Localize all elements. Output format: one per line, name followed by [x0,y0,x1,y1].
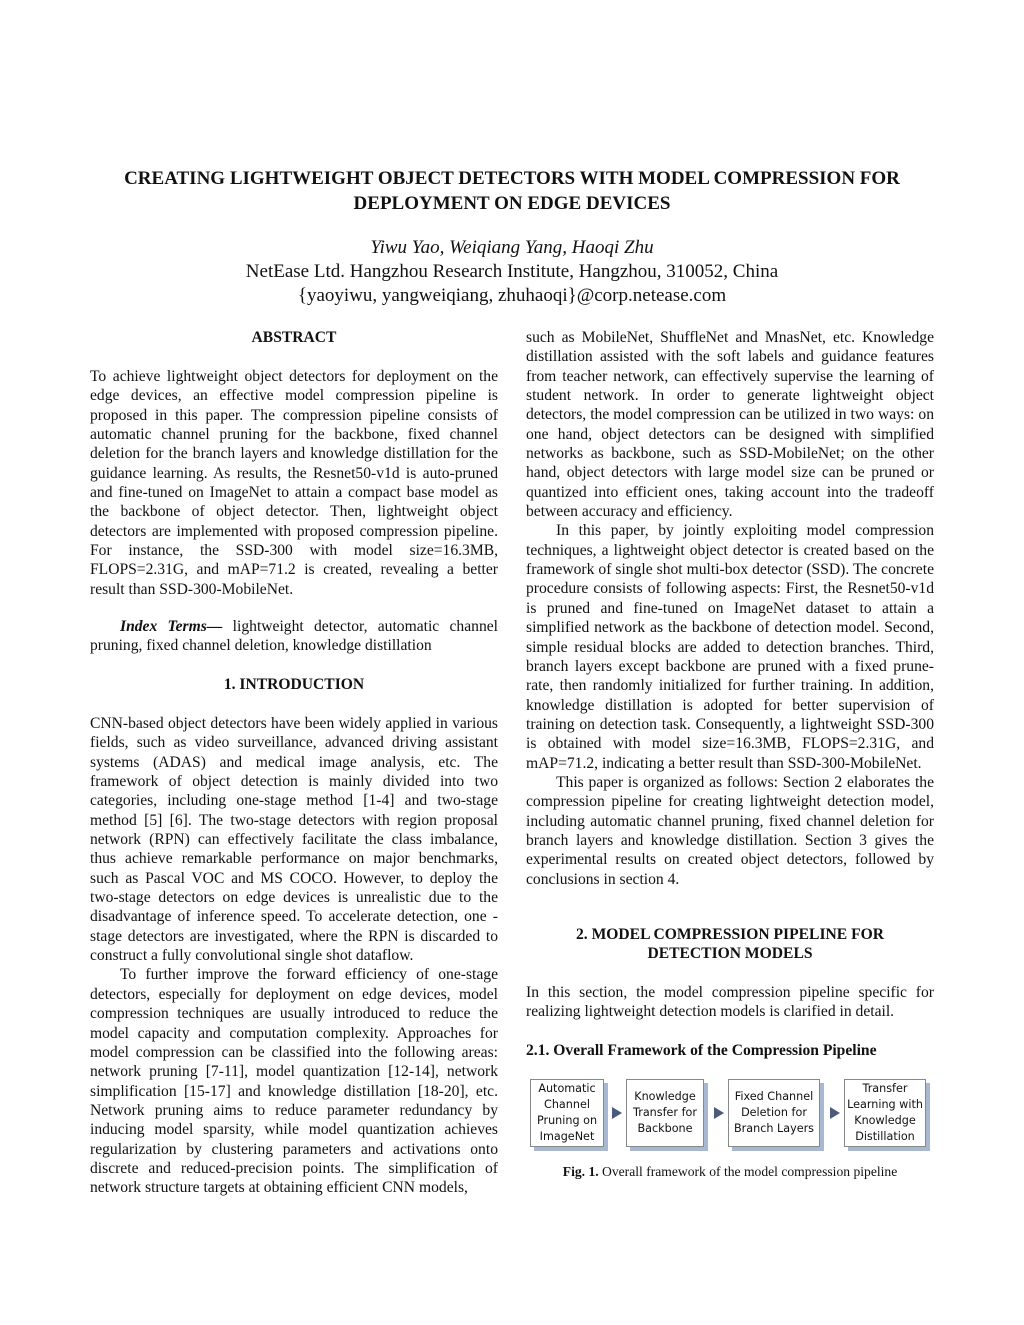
section-2-heading-line-1: 2. MODEL COMPRESSION PIPELINE FOR [575,926,884,943]
framework-box-label: Fixed Channel Deletion for Branch Layers [733,1090,815,1135]
arrow-right-icon [830,1107,840,1119]
framework-box-auto-pruning [530,1079,604,1147]
index-terms-text: lightweight detector, automatic channel pruning, fixed channel deletion, knowledge distillation [90,618,498,655]
intro-paragraph-1: CNN-based object detectors have been widely applied in various fields, such as video surveillance, advanced driving assistant systems (ADAS) and medical image analysis, etc. The framework of object detection is mainly divided into two categories, including one-stage method [1-4] and two-stage method [5] [6]. The two-stage detectors with region proposal network (RPN) can effectively facilitate the class imbalance, thus achieve remarkable performance on major benchmarks, such as Pascal VOC and MS COCO. However, to deploy the two-stage detectors on edge devices is unrealistic due to the disadvantage of inference speed. To accelerate detection, one -stage detectors are investigated, where the RPN is discarded to construct a fully convolutional single shot dataflow. [90,715,498,965]
arrow-head [612,1107,622,1119]
framework-box-label: Transfer Learning with Knowledge Distillation [847,1082,923,1143]
arrow-right-icon [714,1107,724,1119]
intro-paragraph-4: In this paper, by jointly exploiting model compression techniques, a lightweight object detector is created based on the framework of single shot multi-box detector (SSD). The concrete procedure consists of following aspects: First, the Resnet50-v1d is pruned and fine-tuned on ImageNet dataset to attain a simplified network as the backbone of detection model. Second, simple residual blocks are added to detection branches. Third, branch layers except backbone are pruned with a fixed prune-rate, then randomly initialized for further training. In addition, knowledge distillation is adopted for better supervision of training on detection task. Consequently, a lightweight SSD-300 is obtained with model size=16.3MB, FLOPS=2.31G, and mAP=71.2, indicating a better result than SSD-300-MobileNet. [526,522,934,772]
framework-box-fixed-channel [728,1079,820,1147]
intro-paragraph-5: This paper is organized as follows: Section 2 elaborates the compression pipeline for creating lightweight detection model, including automatic channel pruning, fixed channel deletion for branch layers and knowledge distillation. Section 3 gives the experimental results on created object detectors, followed by conclusions in section 4. [526,773,934,888]
framework-box-knowledge-transfer [626,1079,704,1147]
figure-1-caption [526,1164,934,1180]
section-2-body [526,983,934,1022]
section-2-heading-line-2: DETECTION MODELS [647,945,813,962]
paper-title [60,166,964,216]
abstract-body [90,367,498,599]
framework-box-label: Knowledge Transfer for Backbone [633,1090,697,1135]
author-affiliation: NetEase Ltd. Hangzhou Research Institute, Hangzhou, 310052, China [245,261,779,282]
arrow-head [714,1107,724,1119]
subsection-2-1-heading: 2.1. Overall Framework of the Compression Pipeline [526,1042,877,1059]
section-2-heading [526,925,934,963]
arrow-head [830,1107,840,1119]
caption-label: Fig. 1. [562,1164,599,1179]
caption-text: Overall framework of the model compression pipeline [598,1164,898,1179]
title-line-1: CREATING LIGHTWEIGHT OBJECT DETECTORS WITH MODEL COMPRESSION FOR [124,168,900,189]
intro-heading: 1. INTRODUCTION [223,676,365,693]
intro-paragraph-2: To further improve the forward efficiency of one-stage detectors, especially for deployment on edge devices, model compression techniques are usually introduced to reduce the model capacity and computation complexity. Approaches for model compression can be classified into the following areas: network pruning [7-11], model quantization [12-14], network simplification [15-17] and knowledge distillation [18-20], etc. Network pruning aims to reduce parameter redundancy by inducing model sparsity, while model quantization achieves regularization by clustering parameters and activations onto discrete and reduced-precision points. The simplification of network structure targets at obtaining efficient CNN models, [90,966,498,1197]
figure-1 [526,1079,934,1157]
author-names: Yiwu Yao, Weiqiang Yang, Haoqi Zhu [370,237,654,258]
abstract-text: To achieve lightweight object detectors for deployment on the edge devices, an effective model compression pipeline is proposed in this paper. The compression pipeline consists of automatic channel pruning for the backbone, fixed channel deletion for the branch layers and knowledge distillation for the guidance learning. As results, the Resnet50-v1d is auto-pruned and fine-tuned on ImageNet to attain a compact base model as the backbone of object detector. Then, lightweight object detectors are implemented with proposed compression pipeline. For instance, the SSD-300 with model size=16.3MB, FLOPS=2.31G, and mAP=71.2 is created, revealing a better result than SSD-300-MobileNet. [90,368,498,598]
intro-paragraph-3: such as MobileNet, ShuffleNet and MnasNet, etc. Knowledge distillation assisted with the soft labels and guidance features from teacher network, can effectively supervise the learning of student network. In order to generate lightweight object detectors, the model compression can be utilized in two ways: on one hand, object detectors can be designed with simplified networks as backbone, such as SSD-MobileNet; on the other hand, object detectors with large model size can be pruned or quantized into efficient ones, taking account into the tradeoff between accuracy and efficiency. [526,329,934,521]
framework-box-label: Automatic Channel Pruning on ImageNet [536,1082,598,1143]
framework-box-distillation [844,1079,926,1147]
abstract-heading: ABSTRACT [251,329,337,346]
arrow-right-icon [612,1107,622,1119]
section-2-text: In this section, the model compression pipeline specific for realizing lightweight detection models is clarified in detail. [526,984,934,1021]
title-line-2: DEPLOYMENT ON EDGE DEVICES [353,193,671,214]
index-terms-label: Index Terms— [120,618,223,635]
author-block [60,236,964,308]
intro-body-left [90,714,498,1198]
intro-body-right [526,328,934,889]
author-emails: {yaoyiwu, yangweiqiang, zhuhaoqi}@corp.netease.com [297,285,727,306]
index-terms [90,617,498,656]
